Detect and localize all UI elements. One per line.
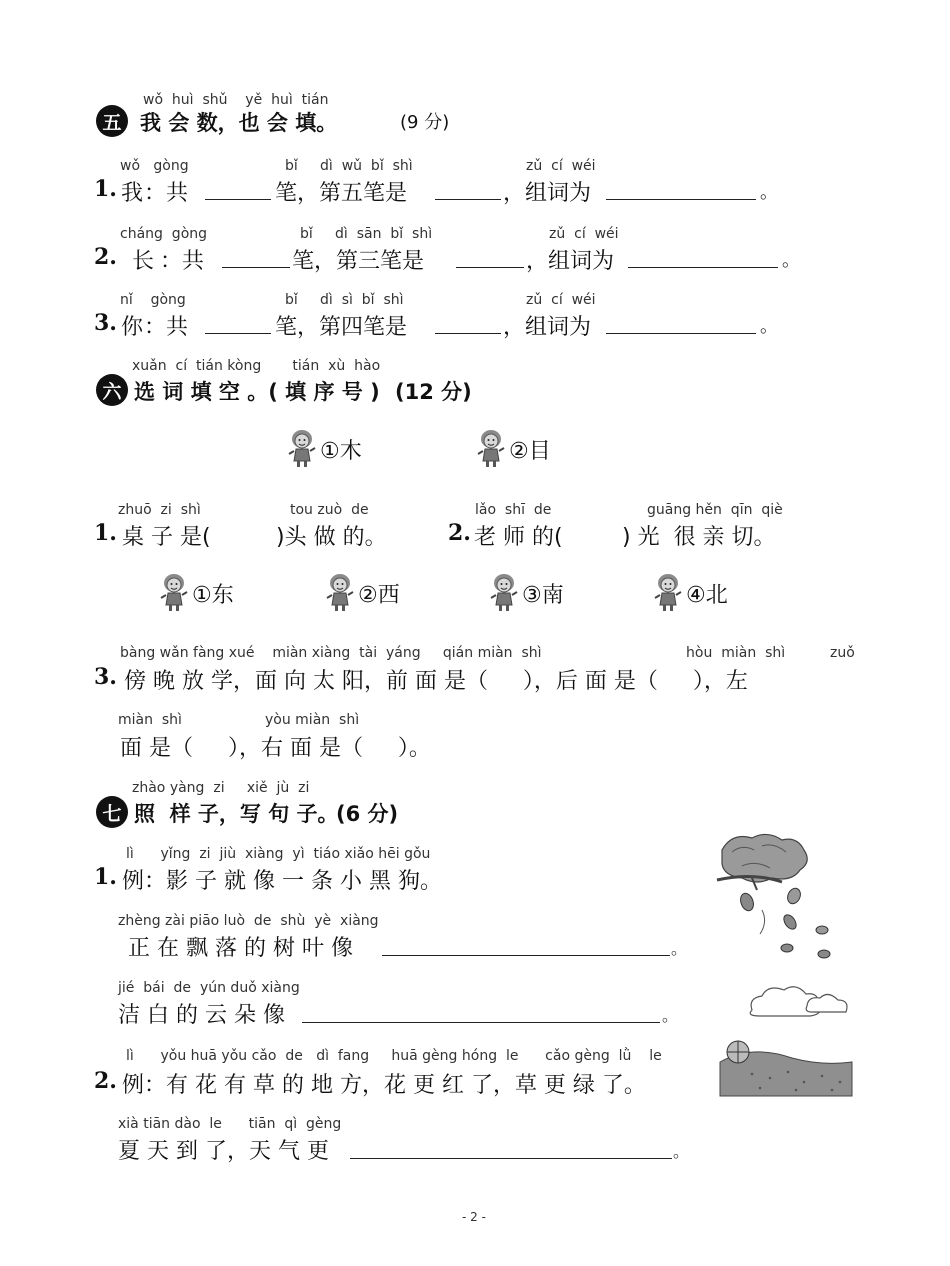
clouds-meadow-illustration (712, 978, 857, 1098)
sec5-title: 我 会 数，也 会 填。 (140, 111, 338, 135)
sec7-q1-example: 例：影 子 就 像 一 条 小 黑 狗。 (122, 869, 442, 894)
sec6-q1-number: 1. (94, 520, 117, 546)
sec5-q1-mid: 笔，第五笔是 (275, 181, 408, 206)
sec6-option-north (654, 572, 728, 614)
sec5-q3-pinyin-b: bǐ dì sì bǐ shì (285, 292, 404, 308)
sec5-q3-pinyin-c: zǔ cí wéi (526, 292, 596, 308)
sec5-q3-blank-word[interactable] (606, 333, 756, 334)
sec7-score: (6 分) (336, 802, 399, 826)
sec6-q3-pinyin-line2a: miàn shì (118, 712, 182, 728)
sec6-option-north-label: ④北 (686, 582, 728, 608)
sec7-q2a-pinyin: xià tiān dào le tiān qì gèng (118, 1116, 342, 1132)
sec5-q1-end: 。 (760, 182, 778, 203)
sec5-q1-blank-stroke[interactable] (435, 199, 501, 200)
sec7-title: 照 样 子，写 句 子。 (134, 802, 339, 826)
sec7-q1b-text: 洁 白 的 云 朵 像 (118, 1003, 285, 1028)
sec7-number-badge: 七 (96, 796, 128, 828)
sec6-option-east-label: ①东 (192, 582, 234, 608)
sec6-option-mu-eye (477, 428, 551, 470)
sec7-q1b-answer-line[interactable] (302, 1022, 660, 1023)
sec6-option-mu-label: ①木 (320, 438, 362, 464)
sec6-q1-text-b: )头 做 的。 (276, 525, 387, 550)
sec6-q1-text-a: 桌 子 是( (122, 525, 211, 550)
sec5-q2-tail: ，组词为 (526, 249, 615, 274)
sec6-q2-answer-slot[interactable] (572, 520, 622, 546)
sec6-option-mu (288, 428, 362, 470)
sec6-q2-pinyin-b: guāng hěn qīn qiè (647, 502, 783, 518)
sec6-q3-pinyin-hou: hòu miàn shì (686, 645, 786, 661)
cartoon-kid-icon (160, 572, 190, 614)
sec5-q1-pinyin-c: zǔ cí wéi (526, 158, 596, 174)
sec6-option-south (490, 572, 564, 614)
sec6-score: (12 分) (395, 380, 472, 404)
sec5-q3-blank-count[interactable] (205, 333, 271, 334)
sec6-q3-text-line2: 面 是（ ），右 面 是（ ）。 (120, 736, 431, 761)
sec5-q3-pinyin-a: nǐ gòng (120, 292, 186, 308)
sec6-q3-pinyin-line2b: yòu miàn shì (265, 712, 360, 728)
sec6-option-mu-eye-label: ②目 (509, 438, 551, 464)
sec6-q3-pinyin-line1: bàng wǎn fàng xué miàn xiàng tài yáng qián miàn shì (120, 645, 542, 661)
sec6-q2-text-a: 老 师 的( (474, 525, 563, 550)
sec6-q3-number: 3. (94, 664, 117, 690)
sec6-option-south-label: ③南 (522, 582, 564, 608)
sec6-q1-answer-slot[interactable] (220, 520, 276, 546)
cartoon-kid-icon (326, 572, 356, 614)
sec7-q1b-pinyin: jié bái de yún duǒ xiàng (118, 980, 300, 996)
sec5-q1-blank-count[interactable] (205, 199, 271, 200)
cartoon-kid-icon (288, 428, 318, 470)
sec5-q3-colon: ：共 (144, 315, 189, 340)
sec5-q1-number: 1. (94, 176, 117, 202)
sec5-q3-tail: ，组词为 (503, 315, 592, 340)
sec5-q2-number: 2. (94, 244, 117, 270)
sec5-q2-pinyin-a: cháng gòng (120, 226, 208, 242)
sec6-q2-text-b: ) 光 很 亲 切。 (622, 525, 776, 550)
sec7-q1-pinyin: lì yǐng zi jiù xiàng yì tiáo xiǎo hēi gǒu (126, 846, 431, 862)
sec5-q1-char: 我 (121, 181, 144, 206)
sec7-q1a-text: 正 在 飘 落 的 树 叶 像 (128, 936, 353, 961)
sec5-q3-mid: 笔，第四笔是 (275, 315, 408, 340)
cartoon-kid-icon (490, 572, 520, 614)
sec7-q1b-end: 。 (662, 1006, 679, 1025)
sec6-q2-pinyin-a: lǎo shī de (475, 502, 552, 518)
sec5-q2-blank-count[interactable] (222, 267, 290, 268)
sec5-number-badge: 五 (96, 105, 128, 137)
sec5-q1-blank-word[interactable] (606, 199, 756, 200)
sec6-number-badge: 六 (96, 374, 128, 406)
sec5-q2-colon: ：共 (160, 249, 205, 274)
cartoon-kid-icon (654, 572, 684, 614)
sec6-q1-pinyin-b: tou zuò de (290, 502, 369, 518)
sec5-q2-pinyin-b: bǐ dì sān bǐ shì (300, 226, 433, 242)
sec6-q3-answer-front[interactable] (572, 664, 614, 690)
sec5-q1-tail: ，组词为 (503, 181, 592, 206)
sec5-q2-mid: 笔，第三笔是 (292, 249, 425, 274)
sec7-q2a-text: 夏 天 到 了，天 气 更 (118, 1139, 329, 1164)
sec7-q2a-end: 。 (673, 1142, 690, 1161)
sec7-q2-pinyin: lì yǒu huā yǒu cǎo de dì fang huā gèng hóng le cǎo gèng lǜ le (126, 1048, 662, 1064)
sec7-q2-number: 2. (94, 1068, 117, 1094)
sec6-q1-pinyin-a: zhuō zi shì (118, 502, 201, 518)
sec7-q1a-pinyin: zhèng zài piāo luò de shù yè xiàng (118, 913, 379, 929)
cartoon-kid-icon (477, 428, 507, 470)
sec6-q3-answer-left[interactable] (196, 731, 240, 757)
sec5-q3-number: 3. (94, 310, 117, 336)
falling-leaves-tree-illustration (712, 830, 842, 965)
sec5-q2-blank-word[interactable] (628, 267, 778, 268)
sec5-q2-char: 长 (132, 249, 155, 274)
sec5-q1-pinyin-a: wǒ gòng (120, 158, 189, 174)
sec7-title-pinyin: zhào yàng zi xiě jù zi (132, 780, 310, 796)
page-number: - 2 - (462, 1210, 486, 1224)
sec6-option-west-label: ②西 (358, 582, 400, 608)
sec6-q3-answer-back[interactable] (760, 664, 802, 690)
sec5-q1-colon: ：共 (144, 181, 189, 206)
sec7-q1a-answer-line[interactable] (382, 955, 670, 956)
sec6-title: 选 词 填 空 。( 填 序 号 ) (134, 380, 380, 404)
sec5-q2-pinyin-c: zǔ cí wéi (549, 226, 619, 242)
sec5-q2-blank-stroke[interactable] (456, 267, 524, 268)
sec7-q2a-answer-line[interactable] (350, 1158, 672, 1159)
sec5-q3-char: 你 (121, 315, 144, 340)
sec5-q1-pinyin-b: bǐ dì wǔ bǐ shì (285, 158, 413, 174)
sec7-q1a-end: 。 (671, 939, 688, 958)
sec6-q2-number: 2. (448, 520, 471, 546)
sec6-option-west (326, 572, 400, 614)
sec7-q2-example: 例：有 花 有 草 的 地 方，花 更 红 了，草 更 绿 了。 (122, 1073, 646, 1098)
sec6-title-pinyin: xuǎn cí tián kòng tián xù hào (132, 358, 381, 374)
sec6-q3-text-line1: 傍 晚 放 学，面 向 太 阳，前 面 是（ ），后 面 是（ ），左 (124, 669, 748, 694)
sec6-option-east (160, 572, 234, 614)
sec6-q3-pinyin-zuo: zuǒ (830, 645, 855, 661)
sec6-q3-answer-right[interactable] (372, 731, 416, 757)
sec5-q3-blank-stroke[interactable] (435, 333, 501, 334)
sec5-score: (9 分) (400, 112, 450, 133)
sec5-q3-end: 。 (760, 316, 778, 337)
sec5-q2-end: 。 (782, 250, 800, 271)
sec5-title-pinyin: wǒ huì shǔ yě huì tián (143, 92, 329, 108)
sec7-q1-number: 1. (94, 864, 117, 890)
